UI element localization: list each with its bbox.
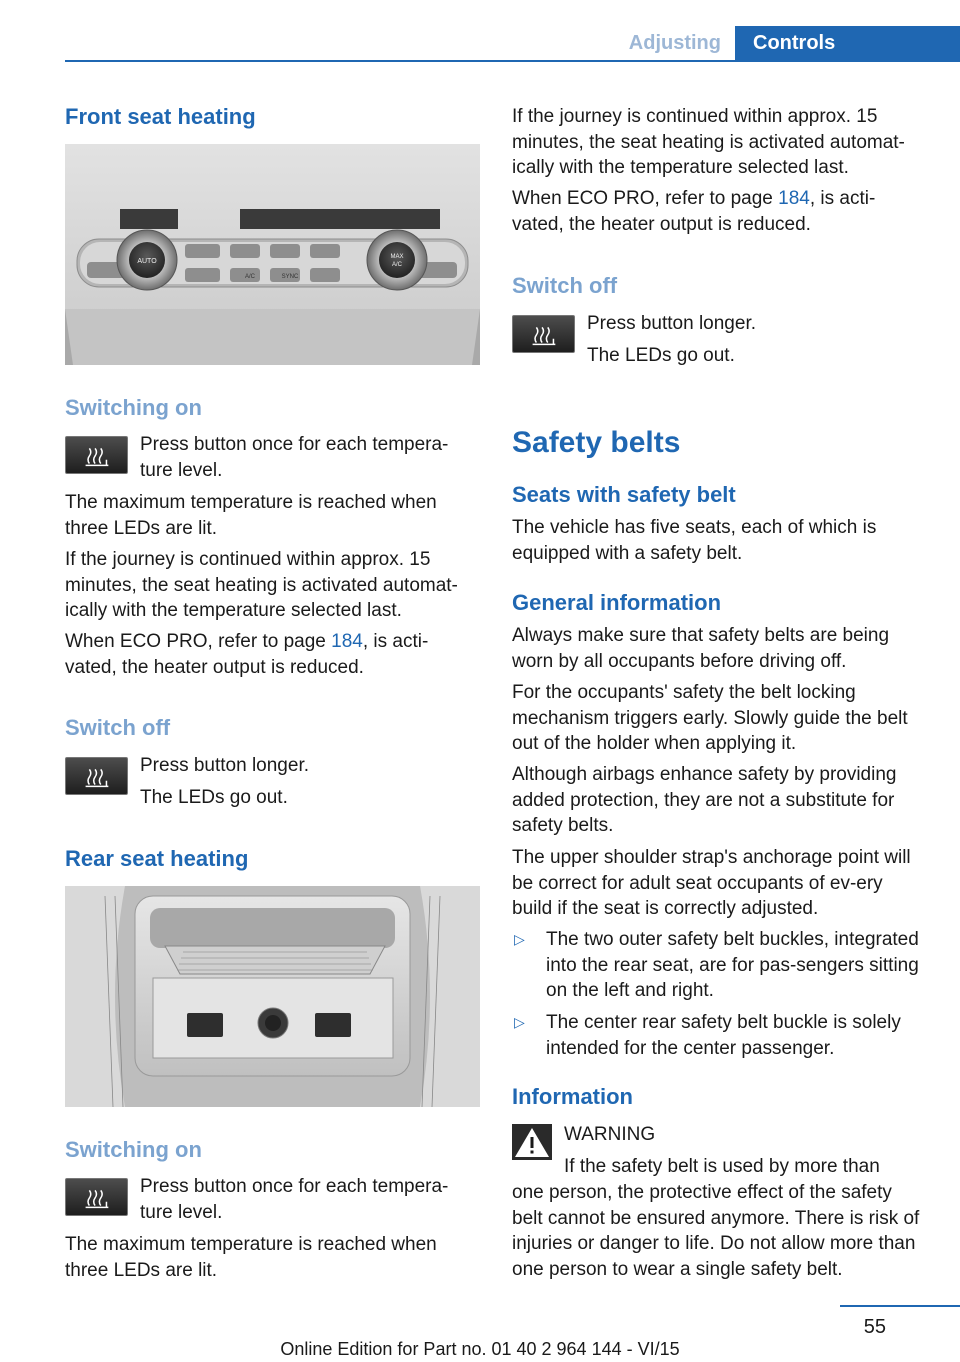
bullet-triangle-icon: ▷ [514,931,525,947]
svg-text:A/C: A/C [244,274,256,280]
switching-on-heading-rear: Switching on [65,1137,202,1162]
information-heading: Information [512,1084,633,1109]
front-seat-heating-heading: Front seat heating [65,104,256,129]
warning-triangle-icon [512,1124,552,1160]
eco-pro-paragraph: When ECO PRO, refer to page 184, is acti‐vated, the heater output is reduced. [65,631,429,678]
switching-on-instruction-rear-a: Press button once for each tempera‐ [140,1176,449,1197]
warning-title: WARNING [564,1124,656,1145]
press-longer-text-right: Press button longer. [587,313,756,334]
svg-text:A/C: A/C [391,262,403,268]
safety-belts-heading: Safety belts [512,426,681,459]
list-item [512,927,927,1004]
general-information-heading: General information [512,590,722,615]
seat-heating-button-icon [65,1178,128,1216]
switching-on-instruction-a: Press button once for each tempera‐ [140,434,449,455]
rear-seat-heating-heading: Rear seat heating [65,846,249,871]
page-184-link[interactable]: 184 [778,188,810,209]
switch-off-heading-front: Switch off [65,715,171,740]
leds-out-text-right: The LEDs go out. [587,345,735,366]
airbags-paragraph: Although airbags enhance safety by providing added protection, they are not a substitute for safety belts. [512,764,897,836]
header-tab-adjusting: Adjusting [628,32,721,54]
switching-on-instruction-b: ture level. [140,460,223,481]
seat-heating-button-icon [65,757,128,795]
warning-text: one person, the protective effect of the safety belt cannot be ensured anymore. There is risk of injuries or danger to life. Do not allow more than one person to wear a single safety belt. [512,1182,920,1280]
rear-seat-heating-figure [65,886,480,1107]
edition-footer: Online Edition for Part no. 01 40 2 964 144 - VI/15 [280,1339,680,1359]
eco-pro-paragraph-right: When ECO PRO, refer to page 184, is acti‐vated, the heater output is reduced. [512,188,876,235]
leds-out-text: The LEDs go out. [140,787,288,808]
svg-text:MAX: MAX [390,254,404,260]
switch-off-heading-right: Switch off [512,273,618,298]
warning-text-first-line: If the safety belt is used by more than [564,1156,880,1177]
front-seat-heating-figure [65,144,480,365]
footer-rule [840,1305,960,1307]
switching-on-heading-front: Switching on [65,395,202,420]
climate-control-panel-illustration [65,144,480,365]
journey-paragraph: If the journey is continued within approx. 15 minutes, the seat heating is activated automat‐ically with the temperature selected last. [65,549,458,621]
bullet-text: The center rear safety belt buckle is solely intended for the center passenger. [546,1012,901,1059]
switching-on-instruction-rear-b: ture level. [140,1202,223,1223]
header-tab-controls: Controls [735,26,960,60]
locking-mechanism-paragraph: For the occupants' safety the belt locking mechanism triggers early. Slowly guide the belt out of the holder when applying it. [512,682,908,754]
seat-heating-button-icon [512,315,575,353]
max-temp-paragraph-rear: The maximum temperature is reached when three LEDs are lit. [65,1234,437,1281]
max-temp-paragraph: The maximum temperature is reached when three LEDs are lit. [65,492,437,539]
svg-text:SYNC: SYNC [281,274,299,280]
always-sure-paragraph: Always make sure that safety belts are being worn by all occupants before driving off. [512,625,890,672]
header-rule [65,60,960,62]
seats-with-safety-belt-heading: Seats with safety belt [512,482,736,507]
journey-paragraph-right: If the journey is continued within approx. 15 minutes, the seat heating is activated automat‐ically with the temperature selected last. [512,106,905,178]
bullet-triangle-icon: ▷ [514,1014,525,1030]
seat-heating-button-icon [65,436,128,474]
shoulder-strap-paragraph: The upper shoulder strap's anchorage point will be correct for adult seat occupants of ev‐ery build if the seat is correctly adjusted. [512,847,911,919]
rear-console-illustration [65,886,480,1107]
knob-auto-label: AUTO [137,258,157,265]
page-184-link[interactable]: 184 [331,631,363,652]
bullet-text: The two outer safety belt buckles, integrated into the rear seat, are for pas‐sengers sitting on the left and right. [546,929,919,1001]
press-longer-text: Press button longer. [140,755,309,776]
five-seats-paragraph: The vehicle has five seats, each of which is equipped with a safety belt. [512,517,877,564]
list-item [512,1010,927,1061]
page-number: 55 [863,1316,886,1338]
